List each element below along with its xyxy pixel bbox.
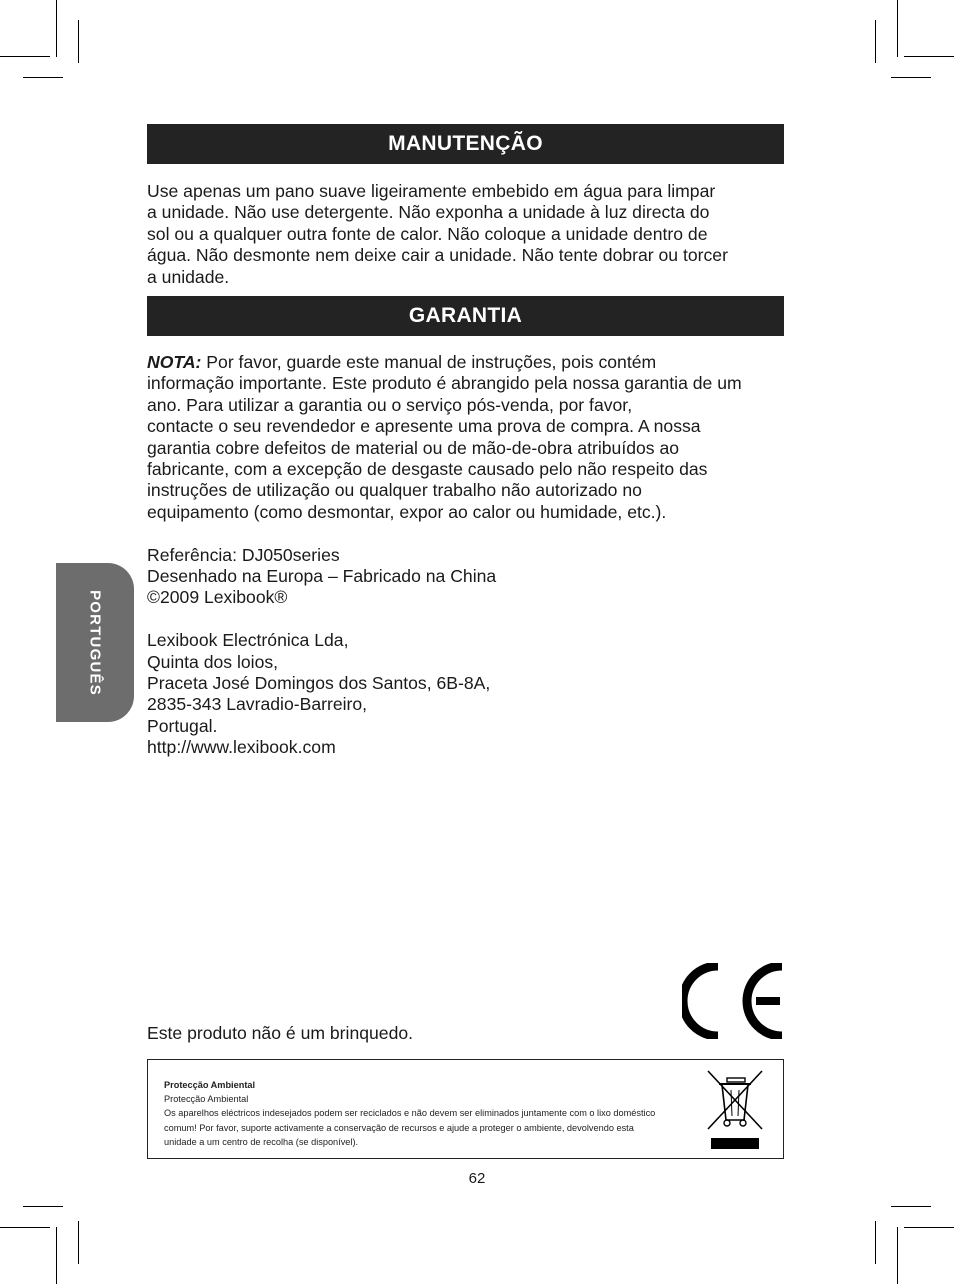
address-line-2: Praceta José Domingos dos Santos, 6B-8A, bbox=[147, 673, 491, 694]
address-line-3: 2835-343 Lavradio-Barreiro, bbox=[147, 694, 368, 715]
maintenance-heading: MANUTENÇÃO bbox=[147, 124, 784, 164]
crossed-out-bin-icon bbox=[705, 1068, 767, 1152]
warranty-text: NOTA: Por favor, guarde este manual de instruções, pois contém informação importante. Este produto é abrangido pela nossa garantia de um ano. Para utilizar a garantia ou o serviço pós-venda, por favor, contacte o seu revendedor e apresente uma prova de compra. A nossa garantia cobre defeitos de material ou de mão-de-obra atribuídos ao fabricante, com a excepção de desgaste causado pelo não respeito das instruções de utilização ou qualquer trabalho não autorizado no equipamento (como desmontar, expor ao calor ou humidade, etc.). Referência: DJ050series Desenhado na Europa – Fabricado na China ©2009 Lexibook® Lexibook Electrónica Lda, Quinta dos loios, Praceta José Domingos dos Santos, 6B-8A, 2835-343 Lavradio-Barreiro, Portugal. http://www.lexibook.com bbox=[147, 352, 787, 759]
maintenance-text: Use apenas um pano suave ligeiramente embebido em água para limpar a unidade. Não use detergente. Não exponha a unidade à luz directa do sol ou a qualquer outra fonte de calor. Não coloque a unidade dentro de água. Não desmonte nem deixe cair a unidade. Não tente dobrar ou torcer a unidade. bbox=[147, 181, 728, 287]
address-line-1: Quinta dos loios, bbox=[147, 651, 279, 672]
warranty-heading: GARANTIA bbox=[147, 296, 784, 336]
product-reference: Referência: DJ050series bbox=[147, 544, 340, 565]
copyright: ©2009 Lexibook® bbox=[147, 587, 288, 608]
environment-title: Protecção Ambiental bbox=[164, 1080, 256, 1090]
website-link[interactable]: http://www.lexibook.com bbox=[147, 737, 336, 758]
company-name: Lexibook Electrónica Lda, bbox=[147, 630, 349, 651]
page-number: 62 bbox=[468, 1170, 486, 1187]
address-country: Portugal. bbox=[147, 715, 218, 736]
environment-notice-box bbox=[147, 1059, 784, 1159]
product-origin: Desenhado na Europa – Fabricado na China bbox=[147, 566, 497, 587]
environment-subtitle: Protecção Ambiental bbox=[164, 1094, 249, 1105]
environment-text: Protecção Ambiental Protecção Ambiental Os aparelhos eléctricos indesejados podem ser reciclados e não devem ser eliminados juntamente com o lixo doméstico comum! Por favor, suporte activamente a conservação de recursos e ajude a proteger o ambiente, devolvendo esta unidade a um centro de recolha (se disponível). bbox=[164, 1078, 684, 1149]
language-side-tab: PORTUGUÊS bbox=[56, 563, 134, 722]
note-label: NOTA: bbox=[147, 352, 202, 372]
not-toy-notice: Este produto não é um brinquedo. bbox=[147, 1023, 414, 1043]
